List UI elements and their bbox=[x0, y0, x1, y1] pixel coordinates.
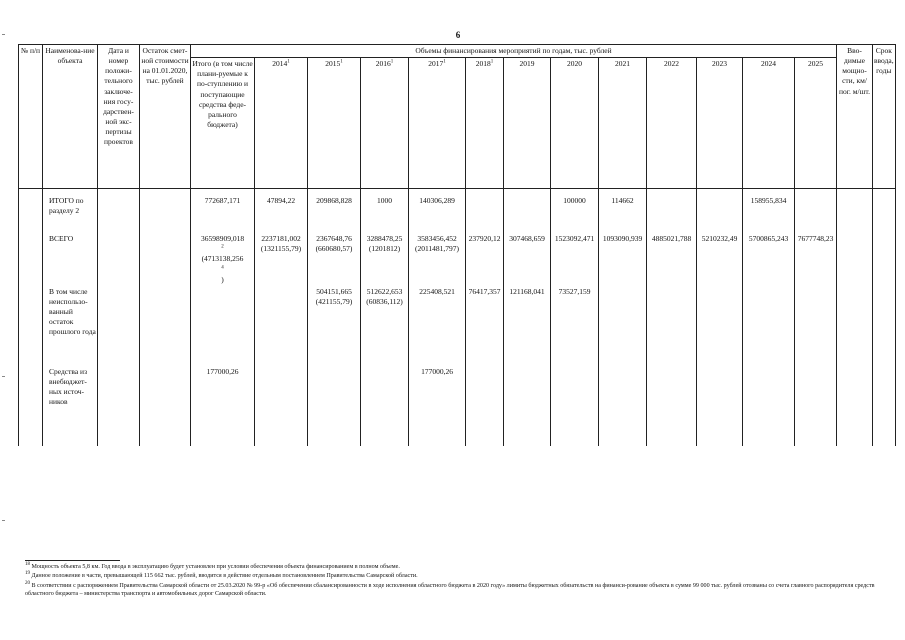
cell-2014 bbox=[255, 366, 308, 446]
table-row bbox=[19, 286, 896, 366]
cell-2022: 4885021,788 bbox=[647, 233, 697, 286]
cell-2018: 76417,357 bbox=[466, 286, 504, 366]
cell-2024 bbox=[743, 286, 795, 366]
table-header bbox=[19, 45, 896, 189]
col-no: № п/п bbox=[19, 45, 43, 189]
footnote-separator bbox=[25, 560, 120, 561]
cell-2019: 121168,041 bbox=[504, 286, 551, 366]
cell-2025 bbox=[795, 286, 837, 366]
row-label: Средства из внебюджет-ных источ-ников bbox=[43, 366, 98, 446]
page-number: 6 bbox=[455, 30, 461, 40]
table-row bbox=[19, 366, 896, 446]
cell-2018 bbox=[466, 366, 504, 446]
col-year-2020: 2020 bbox=[551, 58, 599, 189]
margin-mark bbox=[2, 34, 5, 35]
cell-2014 bbox=[255, 286, 308, 366]
col-year-2019: 2019 bbox=[504, 58, 551, 189]
funding-table bbox=[18, 44, 896, 446]
cell-total: 36598909,018 $^2$ (4713138,256 $^4$ ) bbox=[191, 233, 255, 286]
cell-total: 772687,171 bbox=[191, 195, 255, 233]
cell-2018 bbox=[466, 195, 504, 233]
cell-2019: 307468,659 bbox=[504, 233, 551, 286]
cell-2016 bbox=[361, 366, 409, 446]
footnote: $^{20}$ В соответствии с распоряжением Правительства Самарской области от 25.03.2020 № 99-р «Об обеспечении сбалансированности в ходе исполнения областного бюджета в 2020 году» лимиты бюджетных обязательств на финанси-рование объекта в сумме 99 000 тыс. рублей отозваны со счета главного распорядителя средств областного бюджета – министерства транспорта и автомобильных дорог Самарской области. bbox=[25, 580, 875, 597]
cell-2021 bbox=[599, 366, 647, 446]
footnote: $^{19}$ Данное положение в части, превышающей 115 662 тыс. рублей, вводится в действие отдельным постановлением Правительства Самарской области. bbox=[25, 571, 418, 580]
col-year-2014: 2014$^1$ bbox=[255, 58, 308, 189]
cell-total: 177000,26 bbox=[191, 366, 255, 446]
cell-2015: 209868,828 bbox=[308, 195, 361, 233]
cell-2024 bbox=[743, 366, 795, 446]
col-total: Итого (в том числе плани-руемые к по-ступлению и поступающие средства феде-рального бюджета) bbox=[191, 58, 255, 189]
cell-2017: 177000,26 bbox=[409, 366, 466, 446]
cell-2025: 7677748,23 bbox=[795, 233, 837, 286]
col-year-2022: 2022 bbox=[647, 58, 697, 189]
col-funding-span: Объемы финансирования мероприятий по годам, тыс. рублей bbox=[191, 45, 837, 58]
footnote: $^{18}$ Мощность объекта 5,8 км. Год ввода в эксплуатацию будет установлен при условии обеспечения объекта финансированием в полном объеме. bbox=[25, 562, 400, 571]
cell-2014: 47894,22 bbox=[255, 195, 308, 233]
cell-2017: 225408,521 bbox=[409, 286, 466, 366]
margin-mark bbox=[2, 376, 5, 377]
col-name: Наименова-ние объекта bbox=[43, 45, 98, 189]
col-remaining-cost: Остаток смет-ной стоимости на 01.01.2020, тыс. рублей bbox=[140, 45, 191, 189]
col-year-2024: 2024 bbox=[743, 58, 795, 189]
cell-2018: 237920,12 bbox=[466, 233, 504, 286]
col-capacity: Вво-димые мощно-сти, км/ пог. м/шт. bbox=[837, 45, 873, 189]
col-term: Срок ввода, годы bbox=[873, 45, 896, 189]
cell-2014: 2237181,002 (1321155,79) bbox=[255, 233, 308, 286]
cell-2016: 1000 bbox=[361, 195, 409, 233]
row-label: В том числе неиспользо-ванный остаток прошлого года bbox=[43, 286, 98, 366]
cell-2023 bbox=[697, 366, 743, 446]
cell-total bbox=[191, 286, 255, 366]
cell-2022 bbox=[647, 195, 697, 233]
cell-2017: 3583456,452 (2011481,797) bbox=[409, 233, 466, 286]
col-year-2018: 2018$^1$ bbox=[466, 58, 504, 189]
table-row bbox=[19, 195, 896, 233]
cell-2023 bbox=[697, 195, 743, 233]
cell-2016: 512622,653 (60836,112) bbox=[361, 286, 409, 366]
cell-2021: 114662 bbox=[599, 195, 647, 233]
cell-2019 bbox=[504, 195, 551, 233]
row-label: ВСЕГО bbox=[43, 233, 98, 286]
col-expertise-date: Дата и номер положи-тельного заключе-ния госу-дарствен-ной экс-пертизы проектов bbox=[98, 45, 140, 189]
cell-2025 bbox=[795, 195, 837, 233]
cell-2020: 1523092,471 bbox=[551, 233, 599, 286]
cell-2021 bbox=[599, 286, 647, 366]
cell-2020: 73527,159 bbox=[551, 286, 599, 366]
cell-2020 bbox=[551, 366, 599, 446]
cell-2020: 100000 bbox=[551, 195, 599, 233]
cell-2022 bbox=[647, 286, 697, 366]
cell-2019 bbox=[504, 366, 551, 446]
cell-2016: 3288478,25 (1201812) bbox=[361, 233, 409, 286]
col-year-2025: 2025 bbox=[795, 58, 837, 189]
col-year-2015: 2015$^1$ bbox=[308, 58, 361, 189]
cell-2021: 1093090,939 bbox=[599, 233, 647, 286]
cell-2024: 158955,834 bbox=[743, 195, 795, 233]
cell-2023: 5210232,49 bbox=[697, 233, 743, 286]
table-row bbox=[19, 233, 896, 286]
row-label: ИТОГО по разделу 2 bbox=[43, 195, 98, 233]
cell-2023 bbox=[697, 286, 743, 366]
footnotes bbox=[25, 562, 885, 598]
cell-2015: 504151,665 (421155,79) bbox=[308, 286, 361, 366]
cell-2024: 5700865,243 bbox=[743, 233, 795, 286]
cell-2022 bbox=[647, 366, 697, 446]
col-year-2016: 2016$^1$ bbox=[361, 58, 409, 189]
col-year-2017: 2017$^1$ bbox=[409, 58, 466, 189]
cell-2015: 2367648,76 (660680,57) bbox=[308, 233, 361, 286]
col-year-2021: 2021 bbox=[599, 58, 647, 189]
cell-2025 bbox=[795, 366, 837, 446]
cell-2015 bbox=[308, 366, 361, 446]
col-year-2023: 2023 bbox=[697, 58, 743, 189]
cell-2017: 140306,289 bbox=[409, 195, 466, 233]
margin-mark bbox=[2, 520, 5, 521]
